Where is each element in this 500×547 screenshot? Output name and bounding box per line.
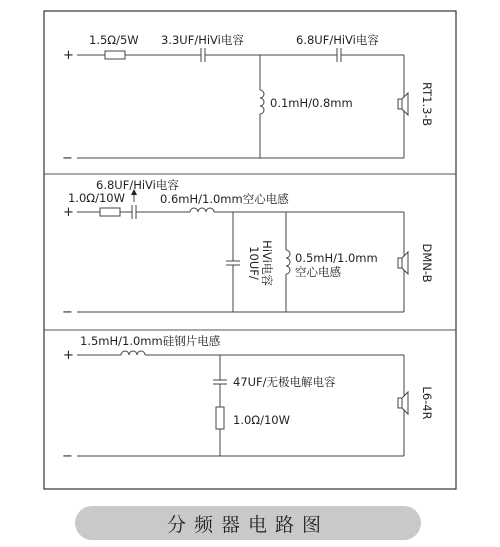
diagram-caption: 分频器电路图: [166, 513, 329, 536]
resistor-symbol: [100, 208, 120, 216]
capacitor-symbol: [213, 380, 227, 384]
midrange-section: [62, 178, 434, 320]
capacitor-symbol: [132, 205, 136, 219]
speaker-icon: [398, 252, 408, 274]
speaker-model-label: RT1.3-B: [420, 81, 434, 127]
inductor-symbol: [286, 250, 290, 274]
speaker-icon: [398, 392, 408, 414]
woofer-section: [62, 334, 434, 464]
plus-terminal: +: [63, 348, 74, 363]
resistor-symbol: [105, 51, 125, 59]
inductor-symbol: [121, 351, 145, 355]
resistor-label: 1.5Ω/5W: [89, 33, 139, 47]
capacitor-label: 10UF/: [247, 246, 261, 280]
inductor-label: 0.6mH/1.0mm空心电感: [160, 192, 289, 206]
capacitor-symbol: [201, 48, 205, 62]
inductor-label: 1.5mH/1.0mm硅钢片电感: [80, 334, 221, 348]
plus-terminal: +: [63, 205, 74, 220]
speaker-model-label: DMN-B: [420, 243, 434, 283]
resistor-label: 1.0Ω/10W: [68, 191, 125, 205]
minus-terminal: −: [62, 151, 73, 166]
minus-terminal: −: [62, 305, 73, 320]
resistor-symbol: [216, 407, 224, 429]
tweeter-section: [62, 33, 434, 166]
inductor-label: 空心电感: [295, 265, 341, 279]
caption-bar: [75, 506, 421, 540]
capacitor-symbol: [337, 48, 341, 62]
capacitor-label: 47UF/无极电解电容: [233, 375, 336, 389]
inductor-symbol: [260, 90, 264, 114]
speaker-model-label: L6-4R: [420, 386, 434, 420]
capacitor-label: HiVi电容: [260, 240, 274, 286]
speaker-icon: [398, 93, 408, 115]
capacitor-symbol: [226, 261, 240, 265]
inductor-symbol: [190, 208, 214, 212]
inductor-label: 0.1mH/0.8mm: [270, 96, 353, 110]
capacitor-label: 6.8UF/HiVi电容: [296, 33, 379, 47]
resistor-label: 1.0Ω/10W: [233, 413, 290, 427]
capacitor-label: 6.8UF/HiVi电容: [96, 178, 179, 192]
capacitor-label: 3.3UF/HiVi电容: [161, 33, 244, 47]
minus-terminal: −: [62, 449, 73, 464]
inductor-label: 0.5mH/1.0mm: [295, 251, 378, 265]
plus-terminal: +: [63, 48, 74, 63]
